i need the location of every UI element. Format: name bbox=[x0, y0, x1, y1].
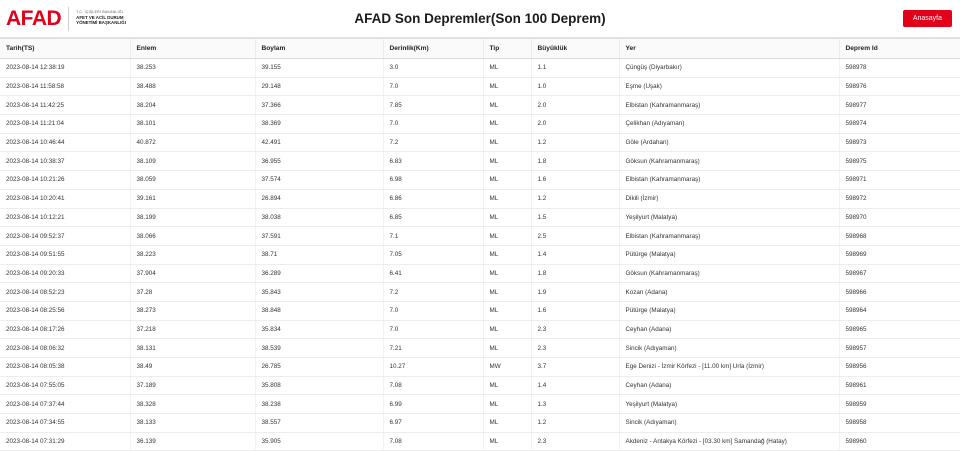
table-cell: 38.49 bbox=[130, 358, 255, 377]
table-cell: 1.5 bbox=[531, 208, 619, 227]
header-actions bbox=[903, 10, 952, 27]
table-cell: 7.0 bbox=[383, 115, 483, 134]
table-cell: 7.08 bbox=[383, 376, 483, 395]
brand-divider bbox=[68, 7, 69, 31]
column-header[interactable]: Tip bbox=[483, 39, 531, 59]
table-cell: 598968 bbox=[839, 227, 960, 246]
table-cell: 37.218 bbox=[130, 320, 255, 339]
table-cell: 35.843 bbox=[255, 283, 383, 302]
table-cell: 38.131 bbox=[130, 339, 255, 358]
table-row[interactable] bbox=[0, 77, 960, 96]
table-cell: 38.328 bbox=[130, 395, 255, 414]
table-cell: 7.05 bbox=[383, 245, 483, 264]
table-cell: 39.155 bbox=[255, 59, 383, 78]
table-cell: 2023-08-14 08:06:32 bbox=[0, 339, 130, 358]
table-cell: 38.369 bbox=[255, 115, 383, 134]
table-cell: 598976 bbox=[839, 77, 960, 96]
table-cell: 2.3 bbox=[531, 432, 619, 451]
table-row[interactable] bbox=[0, 358, 960, 377]
table-cell: 6.97 bbox=[383, 414, 483, 433]
table-cell: ML bbox=[483, 227, 531, 246]
table-row[interactable] bbox=[0, 395, 960, 414]
table-cell: 1.8 bbox=[531, 264, 619, 283]
table-cell: ML bbox=[483, 59, 531, 78]
brand-org-line3: YÖNETİMİ BAŞKANLIĞI bbox=[76, 20, 126, 26]
table-row[interactable] bbox=[0, 227, 960, 246]
table-row[interactable] bbox=[0, 59, 960, 78]
table-cell: 2023-08-14 07:55:05 bbox=[0, 376, 130, 395]
table-cell: 37.189 bbox=[130, 376, 255, 395]
table-cell: Göksun (Kahramanmaraş) bbox=[619, 152, 839, 171]
table-cell: Eşme (Uşak) bbox=[619, 77, 839, 96]
table-cell: 2023-08-14 07:34:55 bbox=[0, 414, 130, 433]
table-cell: 26.785 bbox=[255, 358, 383, 377]
table-cell: Göksun (Kahramanmaraş) bbox=[619, 264, 839, 283]
table-cell: 598966 bbox=[839, 283, 960, 302]
table-cell: 37.591 bbox=[255, 227, 383, 246]
table-row[interactable] bbox=[0, 432, 960, 451]
table-cell: 598970 bbox=[839, 208, 960, 227]
table-cell: 2023-08-14 09:52:37 bbox=[0, 227, 130, 246]
table-cell: ML bbox=[483, 339, 531, 358]
table-cell: 38.059 bbox=[130, 171, 255, 190]
table-cell: 38.539 bbox=[255, 339, 383, 358]
table-cell: 2023-08-14 08:52:23 bbox=[0, 283, 130, 302]
table-row[interactable] bbox=[0, 264, 960, 283]
table-cell: 1.6 bbox=[531, 171, 619, 190]
table-cell: 1.6 bbox=[531, 301, 619, 320]
table-cell: 598973 bbox=[839, 133, 960, 152]
table-row[interactable] bbox=[0, 189, 960, 208]
table-cell: 38.71 bbox=[255, 245, 383, 264]
table-cell: 598969 bbox=[839, 245, 960, 264]
table-cell: Yeşilyurt (Malatya) bbox=[619, 395, 839, 414]
table-cell: 35.834 bbox=[255, 320, 383, 339]
table-header bbox=[0, 39, 960, 59]
table-cell: Çelikhan (Adıyaman) bbox=[619, 115, 839, 134]
page-title: AFAD Son Depremler(Son 100 Deprem) bbox=[354, 11, 606, 26]
table-cell: 7.85 bbox=[383, 96, 483, 115]
table-cell: 598972 bbox=[839, 189, 960, 208]
table-cell: 598965 bbox=[839, 320, 960, 339]
table-cell: 7.21 bbox=[383, 339, 483, 358]
table-cell: 1.4 bbox=[531, 376, 619, 395]
table-cell: ML bbox=[483, 395, 531, 414]
table-cell: 38.038 bbox=[255, 208, 383, 227]
table-cell: 598959 bbox=[839, 395, 960, 414]
table-cell: ML bbox=[483, 283, 531, 302]
table-cell: Sincik (Adıyaman) bbox=[619, 414, 839, 433]
table-row[interactable] bbox=[0, 208, 960, 227]
table-cell: 37.366 bbox=[255, 96, 383, 115]
table-cell: 42.491 bbox=[255, 133, 383, 152]
table-cell: 6.83 bbox=[383, 152, 483, 171]
table-cell: ML bbox=[483, 115, 531, 134]
table-cell: 1.4 bbox=[531, 245, 619, 264]
brand-org-line1: T.C. İÇİŞLERİ BAKANLIĞI bbox=[76, 10, 124, 15]
table-cell: 2.3 bbox=[531, 320, 619, 339]
table-cell: 598975 bbox=[839, 152, 960, 171]
table-cell: ML bbox=[483, 301, 531, 320]
table-cell: 2023-08-14 10:12:21 bbox=[0, 208, 130, 227]
table-cell: 2023-08-14 10:20:41 bbox=[0, 189, 130, 208]
table-cell: 598960 bbox=[839, 432, 960, 451]
earthquake-table bbox=[0, 38, 960, 451]
table-cell: Sincik (Adıyaman) bbox=[619, 339, 839, 358]
table-row[interactable] bbox=[0, 414, 960, 433]
table-cell: 38.238 bbox=[255, 395, 383, 414]
table-cell: ML bbox=[483, 77, 531, 96]
table-cell: 7.0 bbox=[383, 77, 483, 96]
table-cell: 38.066 bbox=[130, 227, 255, 246]
table-cell: 598977 bbox=[839, 96, 960, 115]
table-cell: 2023-08-14 08:05:38 bbox=[0, 358, 130, 377]
table-cell: Elbistan (Kahramanmaraş) bbox=[619, 227, 839, 246]
home-button[interactable]: Anasayfa bbox=[903, 10, 952, 27]
table-cell: 26.894 bbox=[255, 189, 383, 208]
table-cell: ML bbox=[483, 264, 531, 283]
table-cell: 598956 bbox=[839, 358, 960, 377]
table-cell: 38.848 bbox=[255, 301, 383, 320]
column-header[interactable]: Deprem Id bbox=[839, 39, 960, 59]
table-cell: 38.253 bbox=[130, 59, 255, 78]
afad-brand[interactable] bbox=[6, 7, 126, 31]
table-cell: Ceyhan (Adana) bbox=[619, 376, 839, 395]
table-cell: 2023-08-14 07:37:44 bbox=[0, 395, 130, 414]
table-cell: 6.98 bbox=[383, 171, 483, 190]
table-cell: 7.08 bbox=[383, 432, 483, 451]
table-cell: 1.3 bbox=[531, 395, 619, 414]
table-cell: 598978 bbox=[839, 59, 960, 78]
table-cell: 7.2 bbox=[383, 133, 483, 152]
table-cell: 38.488 bbox=[130, 77, 255, 96]
table-cell: 1.1 bbox=[531, 59, 619, 78]
brand-org-line2: AFET VE ACİL DURUM bbox=[76, 15, 124, 21]
table-cell: 38.273 bbox=[130, 301, 255, 320]
table-cell: 3.7 bbox=[531, 358, 619, 377]
table-cell: 598964 bbox=[839, 301, 960, 320]
table-cell: 2023-08-14 11:21:04 bbox=[0, 115, 130, 134]
table-row[interactable] bbox=[0, 171, 960, 190]
column-header[interactable]: Boylam bbox=[255, 39, 383, 59]
afad-logo: AFAD bbox=[6, 7, 62, 30]
table-cell: Yeşilyurt (Malatya) bbox=[619, 208, 839, 227]
table-cell: 2023-08-14 10:21:26 bbox=[0, 171, 130, 190]
table-cell: 37.28 bbox=[130, 283, 255, 302]
earthquake-table-container[interactable] bbox=[0, 38, 960, 446]
table-cell: Elbistan (Kahramanmaraş) bbox=[619, 96, 839, 115]
table-row[interactable] bbox=[0, 245, 960, 264]
table-cell: ML bbox=[483, 133, 531, 152]
table-cell: Elbistan (Kahramanmaraş) bbox=[619, 171, 839, 190]
table-cell: 2023-08-14 11:58:58 bbox=[0, 77, 130, 96]
table-cell: 36.955 bbox=[255, 152, 383, 171]
table-body bbox=[0, 59, 960, 451]
table-cell: 2.3 bbox=[531, 339, 619, 358]
table-cell: ML bbox=[483, 152, 531, 171]
table-cell: 598974 bbox=[839, 115, 960, 134]
table-cell: 1.2 bbox=[531, 414, 619, 433]
table-cell: 598958 bbox=[839, 414, 960, 433]
table-header-row bbox=[0, 39, 960, 59]
table-row[interactable] bbox=[0, 283, 960, 302]
table-cell: 2023-08-14 09:51:55 bbox=[0, 245, 130, 264]
table-cell: 1.2 bbox=[531, 189, 619, 208]
table-cell: 598967 bbox=[839, 264, 960, 283]
table-row[interactable] bbox=[0, 133, 960, 152]
table-cell: 1.9 bbox=[531, 283, 619, 302]
table-cell: 2023-08-14 08:17:26 bbox=[0, 320, 130, 339]
table-row[interactable] bbox=[0, 339, 960, 358]
table-cell: 7.0 bbox=[383, 301, 483, 320]
table-cell: 7.0 bbox=[383, 320, 483, 339]
table-cell: 2023-08-14 07:31:29 bbox=[0, 432, 130, 451]
column-header[interactable]: Enlem bbox=[130, 39, 255, 59]
column-header[interactable]: Tarih(TS) bbox=[0, 39, 130, 59]
table-row[interactable] bbox=[0, 301, 960, 320]
table-cell: 39.161 bbox=[130, 189, 255, 208]
table-cell: ML bbox=[483, 376, 531, 395]
table-cell: 36.139 bbox=[130, 432, 255, 451]
table-cell: Çüngüş (Diyarbakır) bbox=[619, 59, 839, 78]
brand-org-text bbox=[76, 11, 126, 25]
table-cell: 37.904 bbox=[130, 264, 255, 283]
table-cell: 6.86 bbox=[383, 189, 483, 208]
table-cell: 38.557 bbox=[255, 414, 383, 433]
table-cell: Dikili (İzmir) bbox=[619, 189, 839, 208]
table-cell: 598957 bbox=[839, 339, 960, 358]
table-cell: 10.27 bbox=[383, 358, 483, 377]
table-cell: ML bbox=[483, 414, 531, 433]
table-cell: 38.101 bbox=[130, 115, 255, 134]
table-cell: MW bbox=[483, 358, 531, 377]
table-cell: 1.0 bbox=[531, 77, 619, 96]
column-header[interactable]: Büyüklük bbox=[531, 39, 619, 59]
table-cell: 2.0 bbox=[531, 96, 619, 115]
table-cell: Ege Denizi - İzmir Körfezi - [11.00 km] Urla (İzmir) bbox=[619, 358, 839, 377]
table-cell: Pütürge (Malatya) bbox=[619, 245, 839, 264]
table-cell: 3.0 bbox=[383, 59, 483, 78]
table-row[interactable] bbox=[0, 96, 960, 115]
table-cell: 29.148 bbox=[255, 77, 383, 96]
table-cell: ML bbox=[483, 96, 531, 115]
table-cell: 35.808 bbox=[255, 376, 383, 395]
table-cell: 37.574 bbox=[255, 171, 383, 190]
table-cell: ML bbox=[483, 208, 531, 227]
table-cell: ML bbox=[483, 245, 531, 264]
table-cell: 6.41 bbox=[383, 264, 483, 283]
table-cell: ML bbox=[483, 189, 531, 208]
table-cell: 1.8 bbox=[531, 152, 619, 171]
table-row[interactable] bbox=[0, 376, 960, 395]
table-cell: 38.133 bbox=[130, 414, 255, 433]
table-row[interactable] bbox=[0, 152, 960, 171]
page-header bbox=[0, 0, 960, 38]
table-cell: Ceyhan (Adana) bbox=[619, 320, 839, 339]
table-row[interactable] bbox=[0, 320, 960, 339]
table-cell: 35.905 bbox=[255, 432, 383, 451]
table-cell: Akdeniz - Antakya Körfezi - [03.30 km] Samandağ (Hatay) bbox=[619, 432, 839, 451]
table-cell: 2023-08-14 09:20:33 bbox=[0, 264, 130, 283]
table-cell: 38.109 bbox=[130, 152, 255, 171]
column-header[interactable]: Derinlik(Km) bbox=[383, 39, 483, 59]
table-cell: 38.204 bbox=[130, 96, 255, 115]
table-cell: Pütürge (Malatya) bbox=[619, 301, 839, 320]
table-cell: Kozan (Adana) bbox=[619, 283, 839, 302]
table-row[interactable] bbox=[0, 115, 960, 134]
table-cell: 2023-08-14 11:42:25 bbox=[0, 96, 130, 115]
table-cell: ML bbox=[483, 171, 531, 190]
table-cell: ML bbox=[483, 320, 531, 339]
table-cell: 2023-08-14 10:46:44 bbox=[0, 133, 130, 152]
table-cell: 38.223 bbox=[130, 245, 255, 264]
table-cell: 2.5 bbox=[531, 227, 619, 246]
column-header[interactable]: Yer bbox=[619, 39, 839, 59]
table-cell: 2023-08-14 08:25:56 bbox=[0, 301, 130, 320]
table-cell: 36.289 bbox=[255, 264, 383, 283]
table-cell: 598971 bbox=[839, 171, 960, 190]
table-cell: 40.872 bbox=[130, 133, 255, 152]
table-cell: Göle (Ardahan) bbox=[619, 133, 839, 152]
table-cell: 598961 bbox=[839, 376, 960, 395]
table-cell: 38.199 bbox=[130, 208, 255, 227]
table-cell: ML bbox=[483, 432, 531, 451]
table-cell: 2023-08-14 12:38:19 bbox=[0, 59, 130, 78]
table-cell: 2.0 bbox=[531, 115, 619, 134]
table-cell: 7.2 bbox=[383, 283, 483, 302]
table-cell: 6.85 bbox=[383, 208, 483, 227]
table-cell: 2023-08-14 10:38:37 bbox=[0, 152, 130, 171]
table-cell: 6.99 bbox=[383, 395, 483, 414]
table-cell: 7.1 bbox=[383, 227, 483, 246]
table-cell: 1.2 bbox=[531, 133, 619, 152]
